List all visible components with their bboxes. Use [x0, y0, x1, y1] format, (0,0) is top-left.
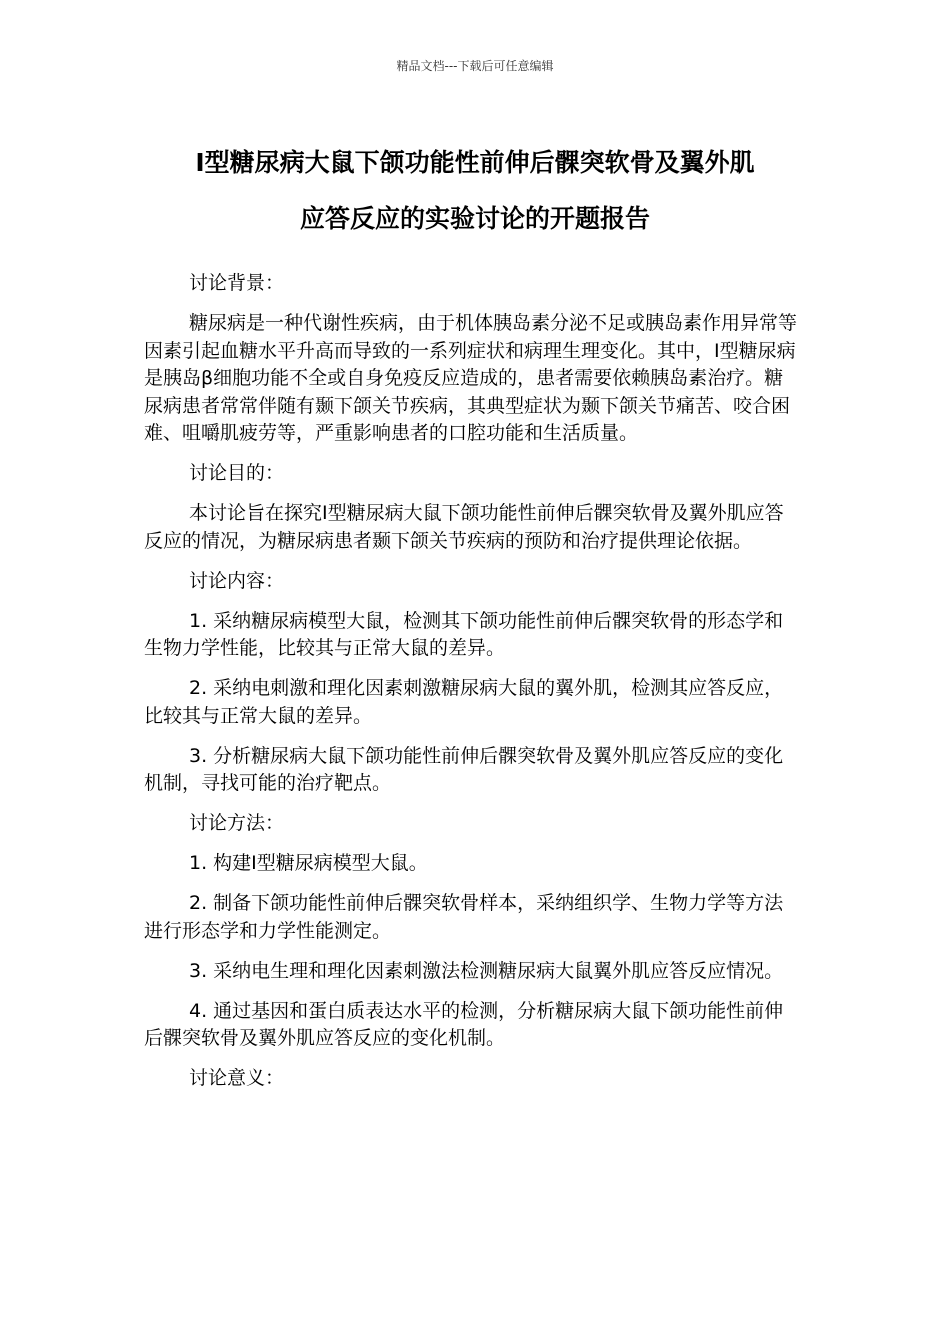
- header-note: 精品文档---下载后可任意编辑: [396, 59, 554, 73]
- section-heading-methods: 讨论方法：: [189, 812, 285, 834]
- title-line-1: Ⅰ型糖尿病大鼠下颌功能性前伸后髁突软骨及翼外肌: [195, 148, 755, 177]
- method-item-2: 2. 制备下颌功能性前伸后髁突软骨样本，采纳组织学、生物力学等方法进行形态学和力学性能测定。: [144, 892, 784, 942]
- paragraph-background: 糖尿病是一种代谢性疾病，由于机体胰岛素分泌不足或胰岛素作用异常等因素引起血糖水平升高而导致的一系列症状和病理生理变化。其中，Ⅰ型糖尿病是胰岛β细胞功能不全或自身免疫反应造成的，患者需要依赖胰岛素治疗。糖尿病患者常常伴随有颞下颌关节疾病，其典型症状为颞下颌关节痛苦、咬合困难、咀嚼肌疲劳等，严重影响患者的口腔功能和生活质量。: [144, 312, 798, 444]
- title-line-2: 应答反应的实验讨论的开题报告: [299, 204, 650, 233]
- method-item-1: 1. 构建Ⅰ型糖尿病模型大鼠。: [189, 852, 428, 874]
- content-item-1: 1. 采纳糖尿病模型大鼠，检测其下颌功能性前伸后髁突软骨的形态学和生物力学性能，比较其与正常大鼠的差异。: [144, 609, 784, 659]
- section-heading-content: 讨论内容：: [189, 569, 285, 592]
- document-title: [140, 135, 810, 247]
- method-item-3: 3. 采纳电生理和理化因素刺激法检测糖尿病大鼠翼外肌应答反应情况。: [189, 959, 784, 982]
- section-heading-purpose: 讨论目的：: [189, 462, 285, 484]
- section-heading-significance: 讨论意义：: [189, 1067, 285, 1089]
- content-item-3: 3. 分析糖尿病大鼠下颌功能性前伸后髁突软骨及翼外肌应答反应的变化机制，寻找可能的治疗靶点。: [144, 744, 784, 794]
- content-item-2: 2. 采纳电刺激和理化因素刺激糖尿病大鼠的翼外肌，检测其应答反应，比较其与正常大鼠的差异。: [144, 677, 784, 727]
- method-item-4: 4. 通过基因和蛋白质表达水平的检测，分析糖尿病大鼠下颌功能性前伸后髁突软骨及翼外肌应答反应的变化机制。: [144, 999, 784, 1049]
- document-body: [144, 270, 800, 1105]
- section-heading-background: 讨论背景：: [189, 272, 285, 294]
- paragraph-purpose: 本讨论旨在探究Ⅰ型糖尿病大鼠下颌功能性前伸后髁突软骨及翼外肌应答反应的情况，为糖尿病患者颞下颌关节疾病的预防和治疗提供理论依据。: [144, 502, 784, 552]
